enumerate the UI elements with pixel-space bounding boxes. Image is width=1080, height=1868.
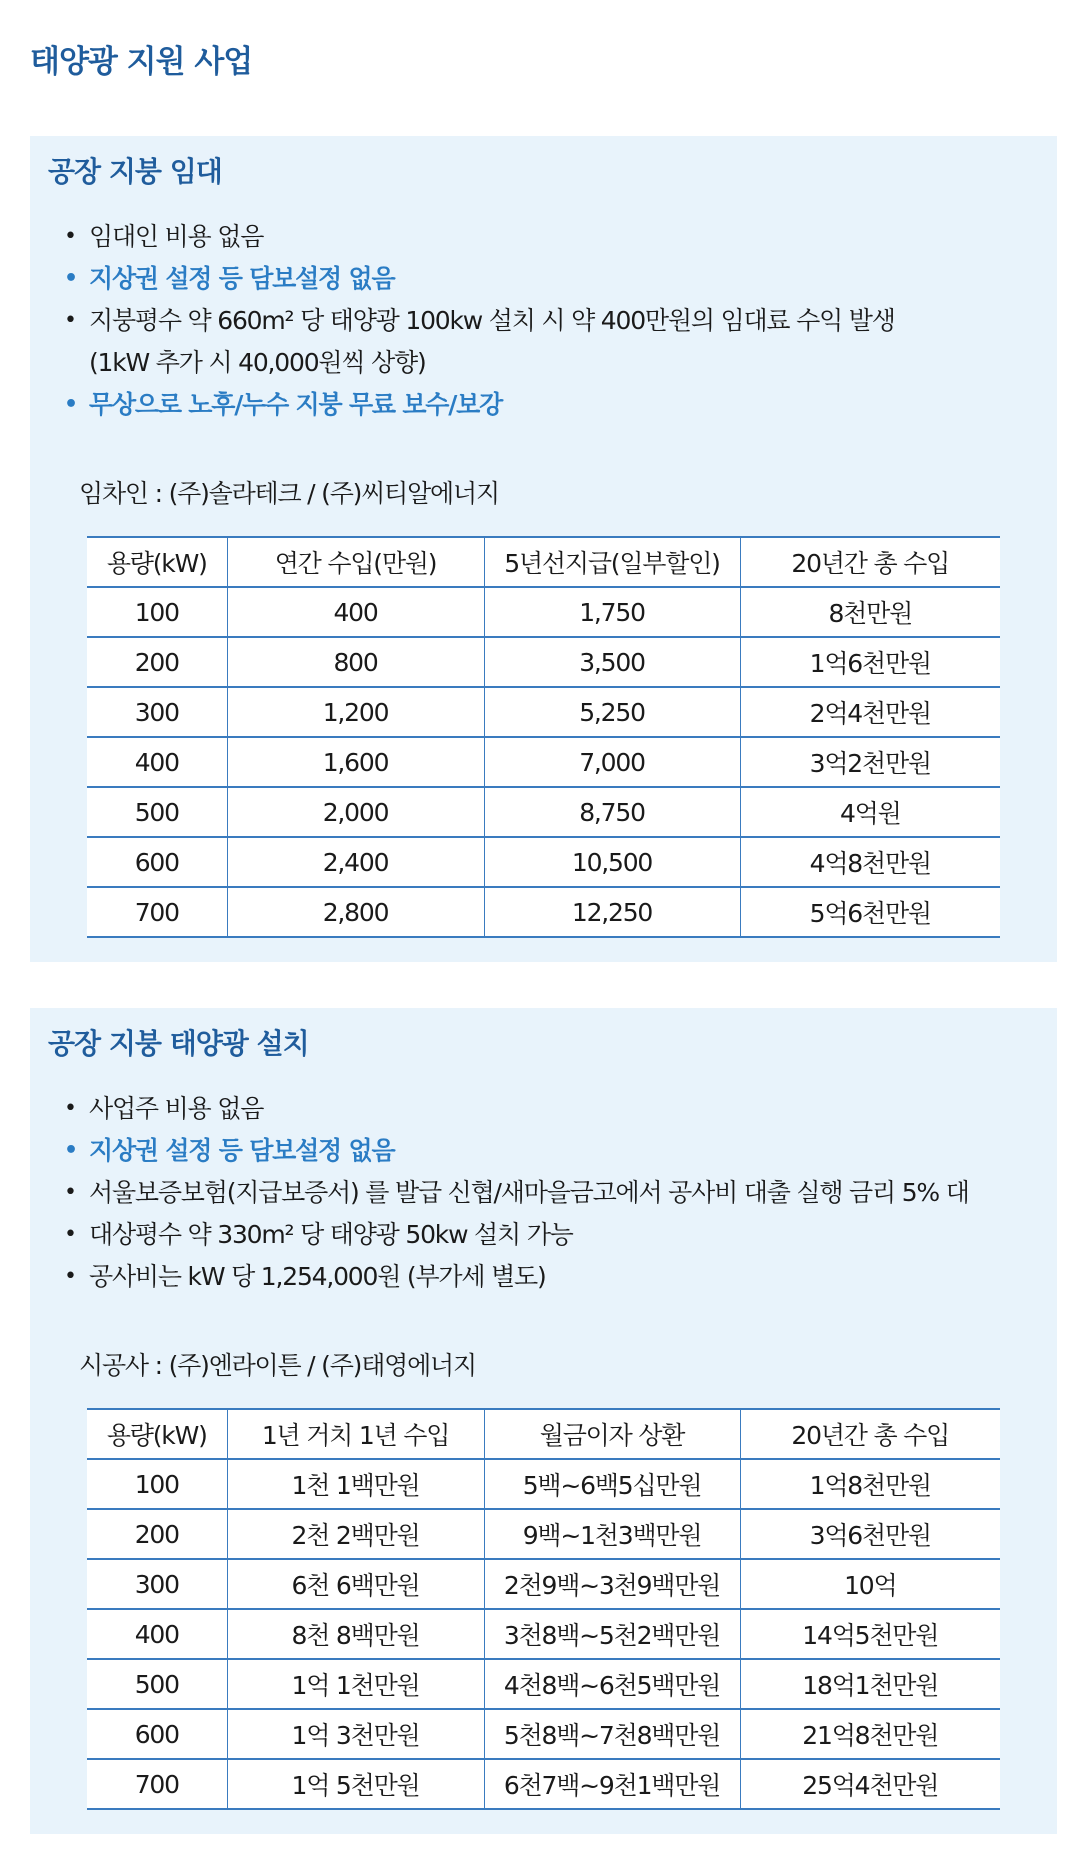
table-cell: 1,200 bbox=[227, 687, 484, 737]
bullet-item: • 사업주 비용 없음 bbox=[62, 1088, 969, 1130]
table-cell: 3억2천만원 bbox=[740, 737, 1000, 787]
table-cell: 3천8백~5천2백만원 bbox=[484, 1609, 740, 1659]
table-cell: 12,250 bbox=[484, 887, 740, 937]
table-cell: 4억원 bbox=[740, 787, 1000, 837]
bullet-dot-icon: • bbox=[64, 1264, 76, 1289]
column-header: 용량(kW) bbox=[87, 1409, 227, 1459]
bullet-item: • 지붕평수 약 660m² 당 태양광 100kw 설치 시 약 400만원의 임대료 수익 발생 (1kW 추가 시 40,000원씩 상향) bbox=[62, 300, 895, 384]
table-cell: 1억8천만원 bbox=[740, 1459, 1000, 1509]
table-row bbox=[87, 1559, 1000, 1609]
table-cell: 3,500 bbox=[484, 637, 740, 687]
table-cell: 14억5천만원 bbox=[740, 1609, 1000, 1659]
table-row bbox=[87, 687, 1000, 737]
table-cell: 18억1천만원 bbox=[740, 1659, 1000, 1709]
column-header: 20년간 총 수입 bbox=[740, 1409, 1000, 1459]
table-cell: 9백~1천3백만원 bbox=[484, 1509, 740, 1559]
table-cell: 4억8천만원 bbox=[740, 837, 1000, 887]
table-cell: 500 bbox=[87, 1659, 227, 1709]
table-row bbox=[87, 1509, 1000, 1559]
table-row bbox=[87, 787, 1000, 837]
table-row bbox=[87, 587, 1000, 637]
table-cell: 2,400 bbox=[227, 837, 484, 887]
table-row bbox=[87, 1659, 1000, 1709]
bullet-dot-icon: • bbox=[64, 392, 77, 417]
table-row bbox=[87, 887, 1000, 937]
table-cell: 8천만원 bbox=[740, 587, 1000, 637]
bullet-list bbox=[62, 216, 895, 426]
table-cell: 1,750 bbox=[484, 587, 740, 637]
table-cell: 300 bbox=[87, 1559, 227, 1609]
table-cell: 10,500 bbox=[484, 837, 740, 887]
table-cell: 2억4천만원 bbox=[740, 687, 1000, 737]
bullet-item: • 서울보증보험(지급보증서) 를 발급 신협/새마을금고에서 공사비 대출 실행 금리 5% 대 bbox=[62, 1172, 969, 1214]
install-income-table bbox=[87, 1408, 1000, 1810]
table-cell: 4천8백~6천5백만원 bbox=[484, 1659, 740, 1709]
table-cell: 8,750 bbox=[484, 787, 740, 837]
table-cell: 1,600 bbox=[227, 737, 484, 787]
bullet-list bbox=[62, 1088, 969, 1298]
column-header: 20년간 총 수입 bbox=[740, 537, 1000, 587]
table-cell: 21억8천만원 bbox=[740, 1709, 1000, 1759]
table-cell: 7,000 bbox=[484, 737, 740, 787]
table-cell: 400 bbox=[87, 1609, 227, 1659]
table-cell: 5,250 bbox=[484, 687, 740, 737]
table-row bbox=[87, 637, 1000, 687]
table-cell: 5백~6백5십만원 bbox=[484, 1459, 740, 1509]
lessee-companies: 임차인 : (주)솔라테크 / (주)씨티알에너지 bbox=[79, 479, 499, 508]
table-cell: 200 bbox=[87, 637, 227, 687]
table-header-row bbox=[87, 537, 1000, 587]
column-header: 5년선지급(일부할인) bbox=[484, 537, 740, 587]
table-cell: 5억6천만원 bbox=[740, 887, 1000, 937]
table-row bbox=[87, 737, 1000, 787]
bullet-item-highlight: • 지상권 설정 등 담보설정 없음 bbox=[62, 258, 895, 300]
table-cell: 2,000 bbox=[227, 787, 484, 837]
table-cell: 6천 6백만원 bbox=[227, 1559, 484, 1609]
table-cell: 1억 5천만원 bbox=[227, 1759, 484, 1809]
table-row bbox=[87, 1459, 1000, 1509]
bullet-dot-icon: • bbox=[64, 224, 76, 249]
table-cell: 400 bbox=[87, 737, 227, 787]
table-cell: 3억6천만원 bbox=[740, 1509, 1000, 1559]
bullet-item: • 대상평수 약 330m² 당 태양광 50kw 설치 가능 bbox=[62, 1214, 969, 1256]
column-header: 연간 수입(만원) bbox=[227, 537, 484, 587]
table-cell: 300 bbox=[87, 687, 227, 737]
bullet-dot-icon: • bbox=[64, 1222, 76, 1247]
table-cell: 1천 1백만원 bbox=[227, 1459, 484, 1509]
table-cell: 2,800 bbox=[227, 887, 484, 937]
bullet-dot-icon: • bbox=[64, 1180, 76, 1205]
section-title: 공장 지붕 임대 bbox=[48, 155, 222, 188]
table-cell: 200 bbox=[87, 1509, 227, 1559]
section-title: 공장 지붕 태양광 설치 bbox=[48, 1027, 309, 1060]
table-cell: 2천 2백만원 bbox=[227, 1509, 484, 1559]
table-cell: 700 bbox=[87, 887, 227, 937]
bullet-dot-icon: • bbox=[64, 1138, 77, 1163]
table-row bbox=[87, 1609, 1000, 1659]
section-roof-lease bbox=[30, 136, 1057, 962]
bullet-dot-icon: • bbox=[64, 1096, 76, 1121]
table-cell: 10억 bbox=[740, 1559, 1000, 1609]
bullet-continuation: (1kW 추가 시 40,000원씩 상향) bbox=[89, 348, 426, 377]
table-cell: 800 bbox=[227, 637, 484, 687]
table-header-row bbox=[87, 1409, 1000, 1459]
bullet-dot-icon: • bbox=[64, 308, 76, 333]
table-cell: 400 bbox=[227, 587, 484, 637]
table-cell: 25억4천만원 bbox=[740, 1759, 1000, 1809]
table-row bbox=[87, 1709, 1000, 1759]
table-row bbox=[87, 837, 1000, 887]
table-cell: 500 bbox=[87, 787, 227, 837]
bullet-item-highlight: • 지상권 설정 등 담보설정 없음 bbox=[62, 1130, 969, 1172]
table-cell: 700 bbox=[87, 1759, 227, 1809]
column-header: 용량(kW) bbox=[87, 537, 227, 587]
contractor-companies: 시공사 : (주)엔라이튼 / (주)태영에너지 bbox=[79, 1351, 476, 1380]
table-cell: 8천 8백만원 bbox=[227, 1609, 484, 1659]
table-cell: 1억6천만원 bbox=[740, 637, 1000, 687]
bullet-item: • 임대인 비용 없음 bbox=[62, 216, 895, 258]
table-cell: 2천9백~3천9백만원 bbox=[484, 1559, 740, 1609]
table-cell: 100 bbox=[87, 587, 227, 637]
table-cell: 100 bbox=[87, 1459, 227, 1509]
section-roof-install bbox=[30, 1008, 1057, 1834]
bullet-item-highlight: • 무상으로 노후/누수 지붕 무료 보수/보강 bbox=[62, 384, 895, 426]
table-cell: 5천8백~7천8백만원 bbox=[484, 1709, 740, 1759]
bullet-dot-icon: • bbox=[64, 266, 77, 291]
lease-income-table bbox=[87, 536, 1000, 938]
table-cell: 600 bbox=[87, 837, 227, 887]
page-title: 태양광 지원 사업 bbox=[30, 44, 253, 80]
table-cell: 6천7백~9천1백만원 bbox=[484, 1759, 740, 1809]
column-header: 1년 거치 1년 수입 bbox=[227, 1409, 484, 1459]
table-row bbox=[87, 1759, 1000, 1809]
table-cell: 600 bbox=[87, 1709, 227, 1759]
table-cell: 1억 1천만원 bbox=[227, 1659, 484, 1709]
bullet-item: • 공사비는 kW 당 1,254,000원 (부가세 별도) bbox=[62, 1256, 969, 1298]
column-header: 월금이자 상환 bbox=[484, 1409, 740, 1459]
table-cell: 1억 3천만원 bbox=[227, 1709, 484, 1759]
